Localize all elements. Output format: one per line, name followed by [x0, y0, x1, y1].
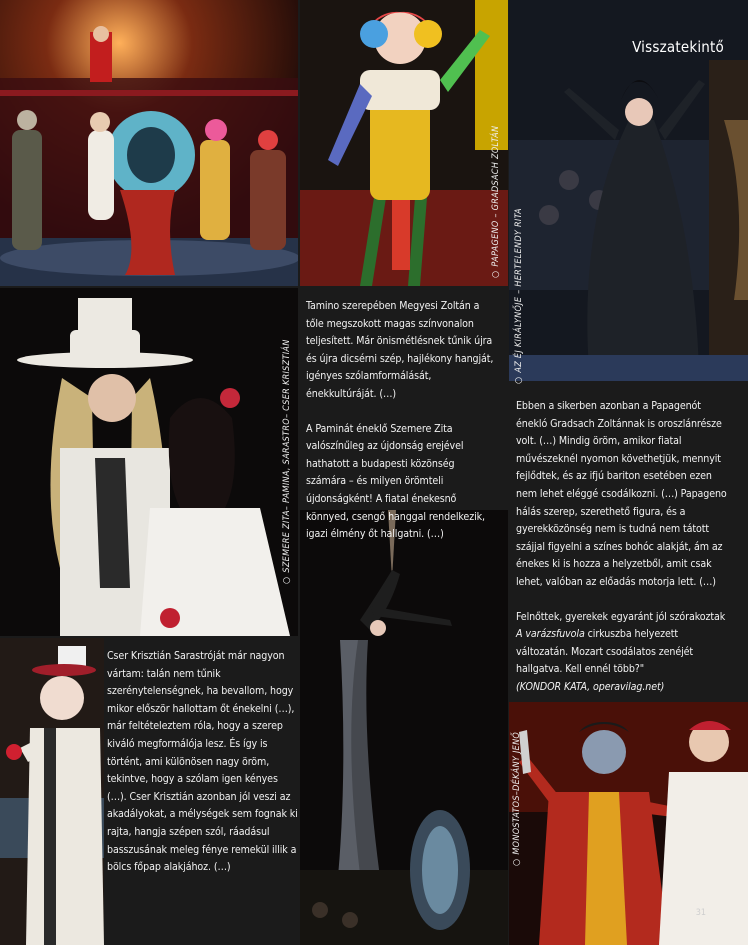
caption-papageno: ○PAPAGENO – GRADSACH ZOLTÁN	[491, 125, 501, 278]
photo-queen-of-the-night	[509, 0, 748, 381]
caption-papageno-text: PAPAGENO – GRADSACH ZOLTÁN	[491, 125, 501, 267]
credit-text-1: (KONDOR KATA,	[516, 680, 594, 693]
photo-monostatos	[509, 702, 748, 945]
article-column-middle	[306, 298, 496, 561]
caption-monostatos-text: MONOSTATOS–DÉKÁNY JENŐ	[512, 731, 522, 855]
article-column-right	[516, 398, 732, 714]
caption-monostatos: ○MONOSTATOS–DÉKÁNY JENŐ	[512, 731, 522, 866]
credit-text-2: )	[660, 680, 665, 693]
photo-pamina-sarastro	[0, 288, 298, 636]
caption-pamina-sarastro-text: SZEMERE ZITA– PAMINA, SARASTRO– CSER KRISZTIÁN	[282, 339, 292, 573]
closing-title: A varázsfuvola	[516, 628, 585, 641]
credit-line	[516, 679, 732, 697]
paragraph-sarastro: Cser Krisztián Sarastróját már nagyon vártam: talán nem tűnik szerénytelenségnek, ha bevallom, hogy mikor először hallottam őt énekelni (…), már feltételeztem róla, hogy a szerep kiváló megformálója lesz. És így is történt, ami különösen nagy öröm, tekintve, hogy a szólam igen kényes (…). Cser Krisztián azonban jól veszi az akadályokat, a mélységek sem fognak ki rajta, hangja szépen szól, ráadásul basszusának meleg fénye remekül illik a bölcs főpap alakjához. (…)	[107, 650, 298, 874]
paragraph-papageno: Ebben a sikerben azonban a Papagenót énekló Gradsach Zoltánnak is oroszlánrésze volt. (…) Mindig öröm, amikor fiatal művészeknél nyomon követhetjük, mennyit fejlődtek, és az ifjú bariton esetében ezen nem lehet eléggé csodálkozni. (…) Papageno hálás szerep, szerethető figura, és a gyerekközönség nem is tudná nem tátott szájjal figyelni a színes bohóc alakját, ám az énekes ki is hozza a helyzetből, amit csak lehet, valóban az előadás motorja lett. (…)	[516, 400, 727, 588]
paragraph-pamina: A Paminát éneklő Szemere Zita valószínűleg az újdonság erejével hathatott a budapesti közönség számára – és milyen örömteli újdonságként! A fiatal énekesnő könnyed, csengő hanggal rendelkezik, igazi élmény őt hallgatni. (…)	[306, 422, 485, 541]
credit-source: operavilag.net	[593, 680, 661, 693]
photo-stage-ensemble	[0, 0, 298, 286]
photo-aerial-silks	[300, 510, 508, 945]
photo-sarastro-small	[0, 638, 104, 945]
caption-pamina-sarastro: ○SZEMERE ZITA– PAMINA, SARASTRO– CSER KRISZTIÁN	[282, 339, 292, 584]
caption-queen-text: AZ ÉJ KIRÁLYNŐJE – HERTELENDY RITA	[514, 208, 524, 373]
paragraph-closing	[516, 609, 732, 679]
closing-text-1: Felnőttek, gyerekek egyaránt jól szórakoztak	[516, 610, 726, 623]
article-column-left	[107, 648, 299, 894]
page-number: 31	[695, 908, 706, 918]
paragraph-tamino: Tamino szerepében Megyesi Zoltán a tőle megszokott magas színvonalon teljesített. Már önismétlésnek tűnik újra és újra dicsérni szép, hajlékony hangját, igényes szólamformálását, énekkultúráját. (…)	[306, 300, 494, 400]
section-header: Visszatekintő	[632, 38, 724, 56]
photo-papageno	[300, 0, 508, 286]
closing-text-2: cirkuszba helyezett változatán. Mozart csodálatos zenéjét hallgatva. Kell ennél több?"	[516, 628, 694, 676]
caption-queen: ○AZ ÉJ KIRÁLYNŐJE – HERTELENDY RITA	[514, 208, 524, 384]
